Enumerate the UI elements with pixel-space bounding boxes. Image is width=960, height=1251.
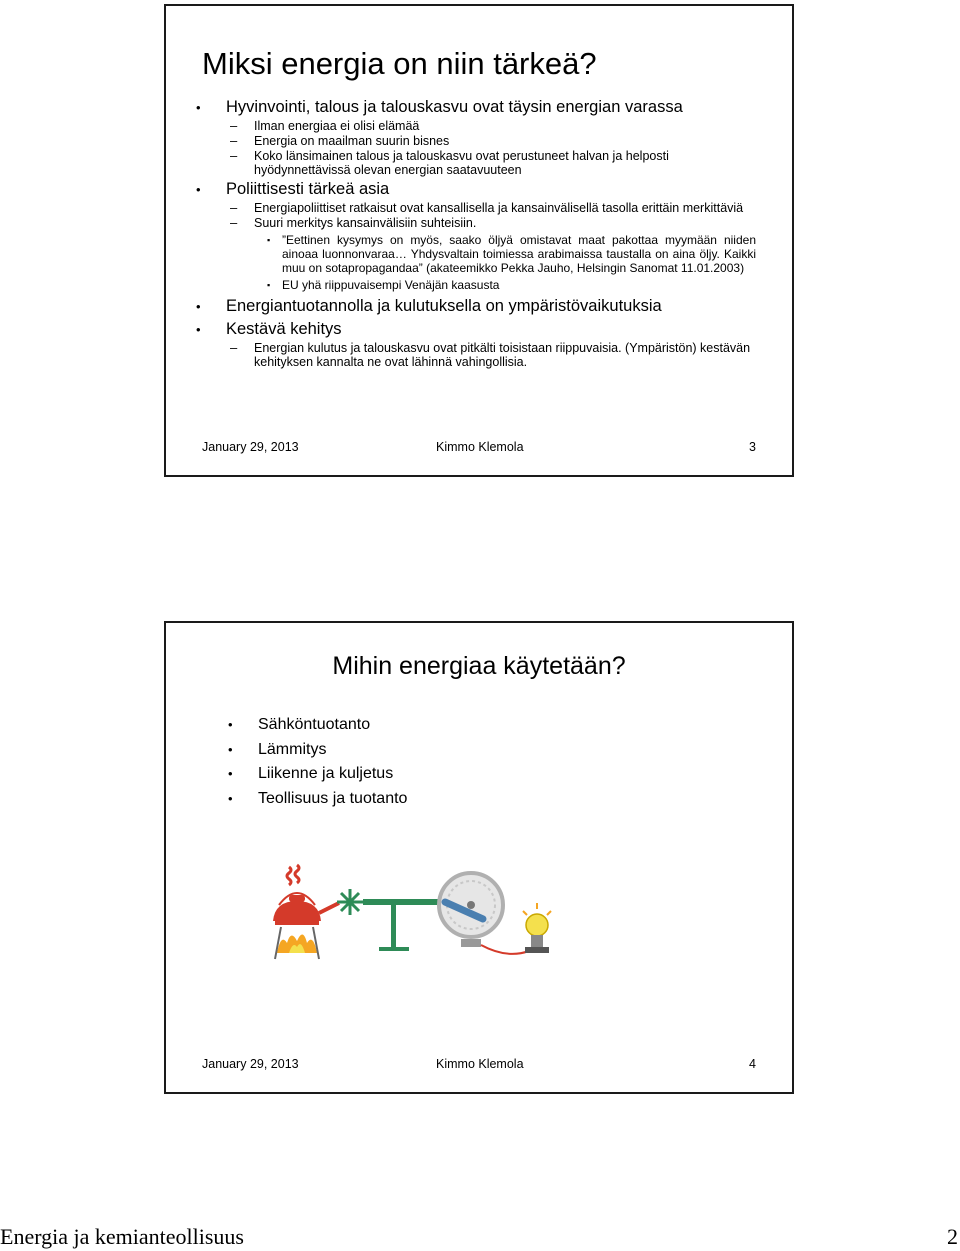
slide-title: Miksi energia on niin tärkeä? (202, 46, 597, 81)
sub-bullet-text: Koko länsimainen talous ja talouskasvu ovat perustuneet halvan ja helposti hyödynnettävissä olevan energian saatavuuteen (254, 149, 669, 177)
slide-3 (164, 4, 794, 477)
page-number: 2 (947, 1224, 958, 1249)
bullet-marker: • (196, 299, 201, 314)
document-footer-title: Energia ja kemianteollisuus (0, 1224, 244, 1249)
kettle-icon (273, 893, 339, 925)
bullet-text: Energiantuotannolla ja kulutuksella on ympäristövaikutuksia (226, 297, 662, 315)
dash-marker: – (230, 340, 238, 355)
bullet-text: Kestävä kehitys (226, 320, 342, 338)
steam-icon (287, 865, 299, 885)
sub-bullet-text: Ilman energiaa ei olisi elämää (254, 119, 420, 133)
list-item-text: Lämmitys (258, 740, 327, 758)
bullet-list (228, 715, 407, 813)
sub-bullet-text: Energian kulutus ja talouskasvu ovat pitkälti toisistaan riippuvaisia. (Ympäristön) kestävän kehityksen kannalta ne ovat lähinnä vahingollisia. (254, 341, 751, 369)
quote-text: ”Eettinen kysymys on myös, saako öljyä omistavat maat pakottaa myymään niiden ainoaa luonnonvaraa… Yhdysvaltain toimiessa arabimaissa taustalla on aina öljy. Kaikki muu on sotapropagandaa” (akateemikko Pekka Jauho, Helsingin Sanomat 11.01.2003) (282, 233, 756, 275)
energy-conversion-illustration (267, 861, 557, 969)
bullet-item (196, 319, 756, 340)
bullet-marker: • (228, 766, 233, 781)
list-item-text: Teollisuus ja tuotanto (258, 789, 408, 807)
sub-bullet-item (196, 216, 756, 230)
bullet-item (196, 179, 756, 200)
dash-marker: – (230, 215, 238, 230)
sub-sub-bullet-text: EU yhä riippuvaisempi Venäjän kaasusta (282, 278, 500, 292)
dash-marker: – (230, 118, 238, 133)
bullet-text: Hyvinvointi, talous ja talouskasvu ovat täysin energian varassa (226, 98, 683, 116)
sub-bullet-item (196, 134, 756, 148)
list-item-text: Sähköntuotanto (258, 716, 371, 733)
footer-author: Kimmo Klemola (436, 1057, 524, 1071)
slide-content (196, 95, 756, 369)
bullet-item (196, 97, 756, 118)
flame-icon (275, 927, 319, 959)
dash-marker: – (230, 200, 238, 215)
square-marker: ▪ (267, 235, 271, 245)
dash-marker: – (230, 133, 238, 148)
square-marker: ▪ (267, 280, 271, 290)
bullet-marker: • (196, 322, 201, 337)
sub-bullet-item (196, 149, 756, 177)
sub-bullet-item (196, 119, 756, 133)
sub-bullet-text: Suuri merkitys kansainvälisiin suhteisiin. (254, 216, 477, 230)
wheel-icon (439, 873, 503, 947)
bullet-marker: • (228, 741, 233, 757)
footer-date: January 29, 2013 (202, 440, 299, 454)
bullet-text: Poliittisesti tärkeä asia (226, 180, 390, 198)
bullet-marker: • (228, 790, 233, 806)
list-item (228, 715, 407, 735)
footer-author: Kimmo Klemola (436, 440, 524, 454)
list-item (228, 764, 407, 784)
light-bulb-icon (523, 903, 551, 953)
slide-4 (164, 621, 794, 1094)
bullet-marker: • (196, 100, 201, 115)
list-item-text: Liikenne ja kuljetus (258, 765, 394, 782)
sub-sub-bullet-item (196, 233, 756, 275)
turbine-icon (337, 889, 445, 951)
list-item (228, 789, 407, 809)
dash-marker: – (230, 148, 238, 163)
sub-bullet-item (196, 341, 756, 369)
sub-bullet-text: Energiapoliittiset ratkaisut ovat kansallisella ja kansainvälisellä tasolla erittäin merkittäviä (254, 201, 744, 215)
bullet-marker: • (228, 717, 233, 732)
bullet-marker: • (196, 182, 201, 197)
sub-bullet-item (196, 201, 756, 215)
footer-date: January 29, 2013 (202, 1057, 299, 1071)
slide-number: 4 (749, 1057, 756, 1071)
bullet-item (196, 296, 756, 317)
sub-bullet-text: Energia on maailman suurin bisnes (254, 134, 450, 148)
slide-title: Mihin energiaa käytetään? (332, 652, 626, 680)
list-item (228, 740, 407, 760)
slide-number: 3 (749, 440, 756, 454)
sub-sub-bullet-item (196, 278, 756, 292)
